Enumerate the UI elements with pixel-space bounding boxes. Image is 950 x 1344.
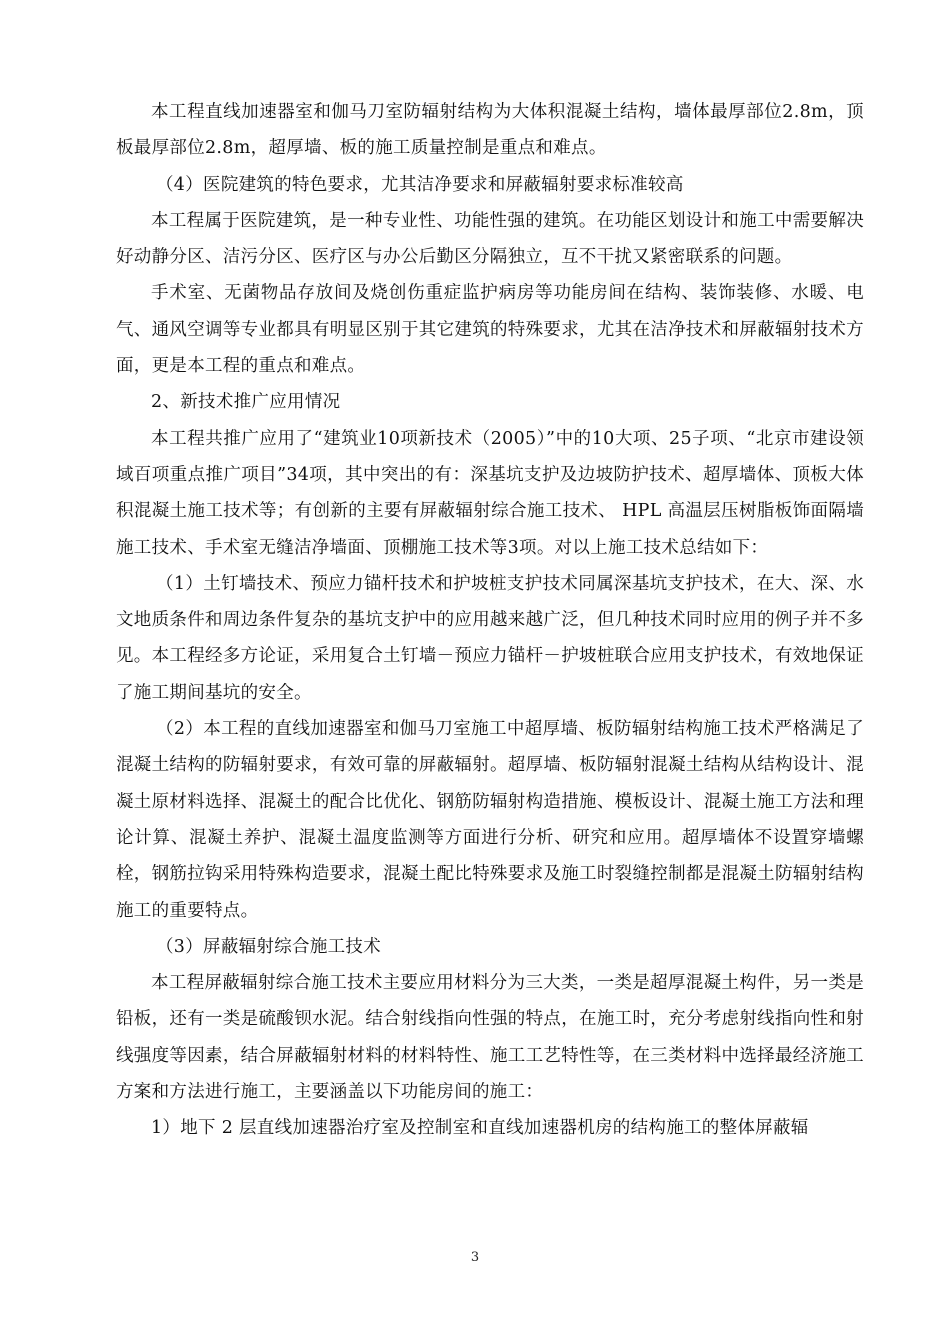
paragraph-hospital-building: 本工程属于医院建筑，是一种专业性、功能性强的建筑。在功能区划设计和施工中需要解决好动静分区、洁污分区、医疗区与办公后勤区分隔独立，互不干扰又紧密联系的问题。 — [116, 210, 864, 268]
paragraph-item-2-thick-walls: （2）本工程的直线加速器室和伽马刀室施工中超厚墙、板防辐射结构施工技术严格满足了混凝土结构的防辐射要求，有效可靠的屏蔽辐射。超厚墙、板防辐射混凝土结构从结构设计、混凝土原材料选择、混凝土的配合比优化、钢筋防辐射构造措施、模板设计、混凝土施工方法和理论计算、混凝土养护、混凝土温度监测等方面进行分析、研究和应用。超厚墙体不设置穿墙螺栓，钢筋拉钩采用特殊构造要求，混凝土配比特殊要求及施工时裂缝控制都是混凝土防辐射结构施工的重要特点。 — [116, 719, 864, 921]
paragraph-item-1-foundation-support: （1）土钉墙技术、预应力锚杆技术和护坡桩支护技术同属深基坑支护技术，在大、深、水文地质条件和周边条件复杂的基坑支护中的应用越来越广泛，但几种技术同时应用的例子并不多见。本工程经多方论证，采用复合土钉墙－预应力锚杆－护坡桩联合应用支护技术，有效地保证了施工期间基坑的安全。 — [116, 573, 864, 703]
paragraph-shielding-materials: 本工程屏蔽辐射综合施工技术主要应用材料分为三大类，一类是超厚混凝土构件，另一类是铅板，还有一类是硫酸钡水泥。结合射线指向性强的特点，在施工时，充分考虑射线指向性和射线强度等因素，结合屏蔽辐射材料的材料特性、施工工艺特性等，在三类材料中选择最经济施工方案和方法进行施工，主要涵盖以下功能房间的施工： — [116, 973, 864, 1103]
page-number: 3 — [470, 1250, 480, 1265]
subheading-item-3-shielding: （3）屏蔽辐射综合施工技术 — [156, 936, 382, 957]
paragraph-shielding-structure: 本工程直线加速器室和伽马刀室防辐射结构为大体积混凝土结构，墙体最厚部位2.8m，顶板最厚部位2.8m，超厚墙、板的施工质量控制是重点和难点。 — [116, 102, 864, 159]
paragraph-technology-summary: 本工程共推广应用了“建筑业10项新技术（2005）”中的10大项、25子项、“北京市建设领域百项重点推广项目”34项，其中突出的有：深基坑支护及边坡防护技术、超厚墙体、顶板大体积混凝土施工技术等；有创新的主要有屏蔽辐射综合施工技术、 HPL 高温层压树脂板饰面隔墙施工技术、手术室无缝洁净墙面、顶棚施工技术等3项。对以上施工技术总结如下： — [116, 428, 864, 558]
paragraph-special-rooms: 手术室、无菌物品存放间及烧创伤重症监护病房等功能房间在结构、装饰装修、水暖、电气、通风空调等专业都具有明显区别于其它建筑的特殊要求，尤其在洁净技术和屏蔽辐射技术方面，更是本工程的重点和难点。 — [116, 283, 864, 377]
section-heading-new-technology: 2、新技术推广应用情况 — [151, 392, 341, 413]
document-body — [116, 94, 864, 1147]
paragraph-basement-accelerator: 1）地下 2 层直线加速器治疗室及控制室和直线加速器机房的结构施工的整体屏蔽辐 — [151, 1118, 809, 1139]
subheading-hospital-requirements: （4）医院建筑的特色要求，尤其洁净要求和屏蔽辐射要求标准较高 — [156, 174, 684, 195]
